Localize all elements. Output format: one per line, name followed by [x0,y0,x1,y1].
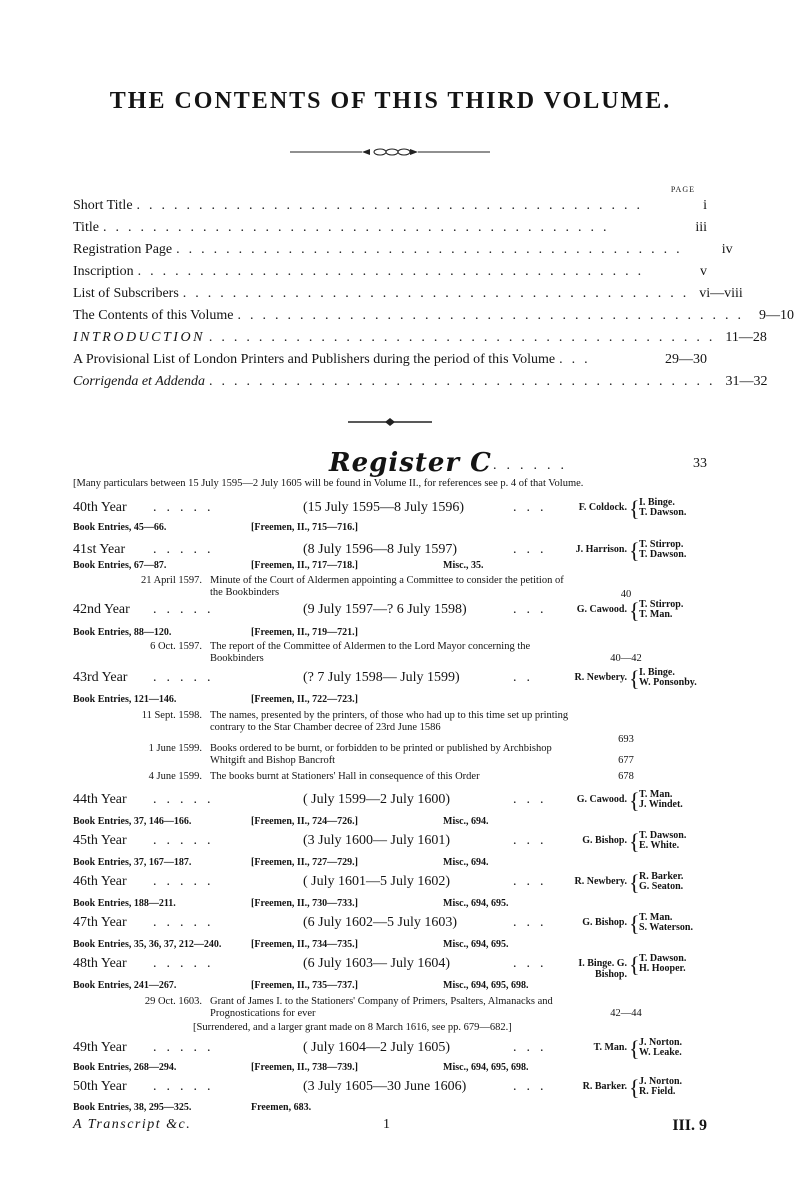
wardens: J. Norton. R. Field. [639,1076,683,1097]
master-name: G. Bishop. [582,835,627,846]
year-row: 43rd Year ..... (? 7 July 1598— July 1599) .. R. Newbery. { I. Binge. W. Ponsonby. [73,666,697,691]
entry: 11 Sept. 1598. The names, presented by the printers, of those who had up to this time set up printing contrary to the Star Chamber decree of 23rd June 1586 693 [141,710,634,745]
wardens: T. Stirrop. T. Man. [639,599,684,620]
year-row: 45th Year ..... (3 July 1600— July 1601) ... G. Bishop. { T. Dawson. E. White. [73,829,687,854]
year-refs: Book Entries, 67—87. [Freemen, II., 717—718.] Misc., 35. [73,560,484,571]
entry: 6 Oct. 1597. The report of the Committee of Aldermen to the Lord Mayor concerning the Bookbinders 40—42 [150,641,642,664]
footer-signature: A Transcript &c. [73,1117,192,1132]
year-refs: Book Entries, 38, 295—325. Freemen, 683. [73,1102,312,1113]
year-refs: Book Entries, 88—120. [Freemen, II., 719—721.] [73,627,359,638]
toc-row: A Provisional List of London Printers and Publishers during the period of this Volume ... 29—30 [73,352,707,367]
toc-row: Title ......................................... iii [73,220,707,235]
toc-row: Inscription ......................................... v [73,264,707,279]
year-refs: Book Entries, 37, 167—187. [Freemen, II., 727—729.] Misc., 694. [73,857,489,868]
master-name: F. Coldock. [578,502,627,513]
year-row: 50th Year ..... (3 July 1605—30 June 1606) ... R. Barker. { J. Norton. R. Field. [73,1075,683,1100]
wardens: T. Man. S. Waterson. [639,912,693,933]
toc-row: List of Subscribers ......................................... vi—viii [73,286,743,301]
register-heading: Register C ...... 33 [329,448,707,478]
page-column-header: PAGE [670,185,695,194]
master-name: R. Newbery. [574,876,627,887]
page-footer [73,1117,707,1139]
toc-row: The Contents of this Volume ......................................... 9—10 [73,308,794,323]
page-title: THE CONTENTS OF THIS THIRD VOLUME. [109,88,672,114]
master-name: J. Harrison. [575,544,627,555]
register-page: 33 [693,456,707,471]
toc-row: Corrigenda et Addenda ......................................... 31—32 [73,374,768,389]
master-name: R. Newbery. [574,672,627,683]
entry: 1 June 1599. Books ordered to be burnt, or forbidden to be printed or published by Archbishop Whitgift and Bishop Bancroft 677 [148,743,634,766]
toc-row: INTRODUCTION ......................................... 11—28 [73,330,767,345]
year-refs: Book Entries, 268—294. [Freemen, II., 738—739.] Misc., 694, 695, 698. [73,1062,529,1073]
year-refs: Book Entries, 37, 146—166. [Freemen, II., 724—726.] Misc., 694. [73,816,489,827]
master-name: G. Cawood. [576,604,627,615]
master-name: I. Binge. G. Bishop. [578,958,627,980]
year-row: 48th Year ..... (6 July 1603— July 1604) ... I. Binge. G. Bishop. { T. Dawson. H. Hooper. [73,952,687,980]
year-row: 47th Year ..... (6 July 1602—5 July 1603) ... G. Bishop. { T. Man. S. Waterson. [73,911,693,936]
entry: 4 June 1599. The books burnt at Stationers' Hall in consequence of this Order 678 [148,771,634,782]
year-refs: Book Entries, 121—146. [Freemen, II., 722—723.] [73,694,359,705]
wardens: T. Stirrop. T. Dawson. [639,539,687,560]
year-row: 46th Year ..... ( July 1601—5 July 1602) ... R. Newbery. { R. Barker. G. Seaton. [73,870,684,895]
year-row: 41st Year ..... (8 July 1596—8 July 1597) ... J. Harrison. { T. Stirrop. T. Dawson. [73,538,687,563]
ornament-divider-icon [290,146,490,158]
year-row: 49th Year ..... ( July 1604—2 July 1605) ... T. Man. { J. Norton. W. Leake. [73,1036,683,1061]
entry-note: [Surrendered, and a larger grant made on 8 March 1616, see pp. 679—682.] [193,1022,512,1033]
wardens: T. Dawson. H. Hooper. [639,953,687,974]
page-number: 1 [383,1117,390,1132]
wardens: I. Binge. T. Dawson. [639,497,687,518]
year-row: 40th Year ..... (15 July 1595—8 July 1596) ... F. Coldock. { I. Binge. T. Dawson. [73,496,687,521]
year-refs: Book Entries, 188—211. [Freemen, II., 730—733.] Misc., 694, 695. [73,898,509,909]
master-name: R. Barker. [582,1081,627,1092]
wardens: T. Dawson. E. White. [639,830,687,851]
master-name: T. Man. [593,1042,627,1053]
wardens: J. Norton. W. Leake. [639,1037,683,1058]
wardens: R. Barker. G. Seaton. [639,871,684,892]
wardens: T. Man. J. Windet. [639,789,683,810]
year-row: 44th Year ..... ( July 1599—2 July 1600) ... G. Cawood. { T. Man. J. Windet. [73,788,683,813]
year-refs: Book Entries, 35, 36, 37, 212—240. [Freemen, II., 734—735.] Misc., 694, 695. [73,939,509,950]
master-name: G. Cawood. [576,794,627,805]
volume-marker: III. 9 [672,1117,707,1134]
diamond-rule-icon [348,418,432,426]
year-refs: Book Entries, 241—267. [Freemen, II., 735—737.] Misc., 694, 695, 698. [73,980,529,991]
register-note: [Many particulars between 15 July 1595—2 July 1605 will be found in Volume II., for references see p. 4 of that Volume. [73,478,584,489]
year-row: 42nd Year ..... (9 July 1597—? 6 July 1598) ... G. Cawood. { T. Stirrop. T. Man. [73,598,684,623]
register-title: Register C [329,448,492,478]
table-of-contents [73,198,794,396]
year-refs: Book Entries, 45—66. [Freemen, II., 715—716.] [73,522,359,533]
entry: 29 Oct. 1603. Grant of James I. to the Stationers' Company of Primers, Psalters, Almanacks and Prognostications for ever 42—44 [144,996,642,1019]
wardens: I. Binge. W. Ponsonby. [639,667,697,688]
master-name: G. Bishop. [582,917,627,928]
toc-row: Short Title ......................................... i [73,198,707,213]
entry: 21 April 1597. Minute of the Court of Aldermen appointing a Committee to consider the petition of the Bookbinders 40 [141,575,632,600]
toc-row: Registration Page ......................................... iv [73,242,733,257]
